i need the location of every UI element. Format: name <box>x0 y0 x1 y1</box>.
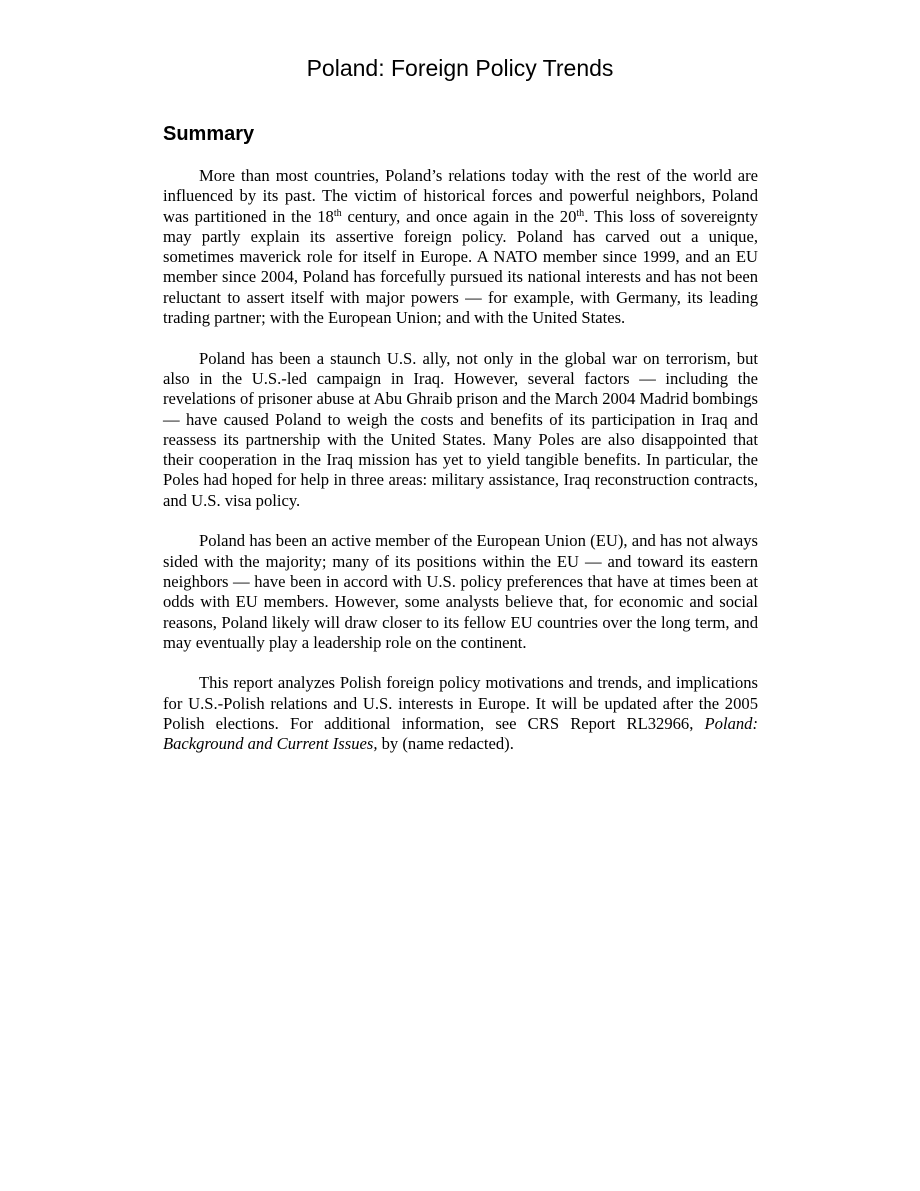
paragraph-1-text-a: More than most countries, Poland’s relations today with the rest of the world are influenced by its past. The victim of historical forces and powerful neighbors, Poland was partitioned in the 18 <box>163 166 758 226</box>
page-title: Poland: Foreign Policy Trends <box>306 55 614 81</box>
report-title-citation: Poland: Background and Current Issues, <box>163 714 758 754</box>
summary-paragraph-4 <box>163 673 758 754</box>
summary-paragraph-3: Poland has been an active member of the European Union (EU), and has not always sided with the majority; many of its positions within the EU — and toward its eastern neighbors — have been in accord with U.S. policy preferences that have at times been at odds with EU members. However, some analysts believe that, for economic and social reasons, Poland likely will draw closer to its fellow EU countries over the long term, and may eventually play a leadership role on the continent. <box>163 531 758 652</box>
paragraph-4-text-a: This report analyzes Polish foreign policy motivations and trends, and implications for U.S.-Polish relations and U.S. interests in Europe. It will be updated after the 2005 Polish elections. For additional information, see CRS Report RL32966, <box>163 673 758 734</box>
summary-body <box>163 166 758 775</box>
paragraph-4-text-b: by (name redacted). <box>377 734 514 754</box>
paragraph-1-text-c: . This loss of sovereignty may partly explain its assertive foreign policy. Poland has carved out a unique, sometimes maverick role for itself in Europe. A NATO member since 1999, and an EU member since 2004, Poland has forcefully pursued its national interests and has not been reluctant to assert itself with major powers — for example, with Germany, its leading trading partner; with the European Union; and with the United States. <box>163 206 758 328</box>
section-heading-summary: Summary <box>163 123 255 145</box>
ordinal-suffix-20th: th <box>576 207 585 219</box>
summary-paragraph-2: Poland has been a staunch U.S. ally, not only in the global war on terrorism, but also in the U.S.-led campaign in Iraq. However, several factors — including the revelations of prisoner abuse at Abu Ghraib prison and the March 2004 Madrid bombings — have caused Poland to weigh the costs and benefits of its participation in Iraq and reassess its partnership with the United States. Many Poles are also disappointed that their cooperation in the Iraq mission has yet to yield tangible benefits. In particular, the Poles had hoped for help in three areas: military assistance, Iraq reconstruction contracts, and U.S. visa policy. <box>163 348 758 510</box>
paragraph-1-text-b: century, and once again in the 20 <box>341 206 577 226</box>
summary-paragraph-1 <box>163 166 758 328</box>
ordinal-suffix-18th: th <box>333 207 342 219</box>
